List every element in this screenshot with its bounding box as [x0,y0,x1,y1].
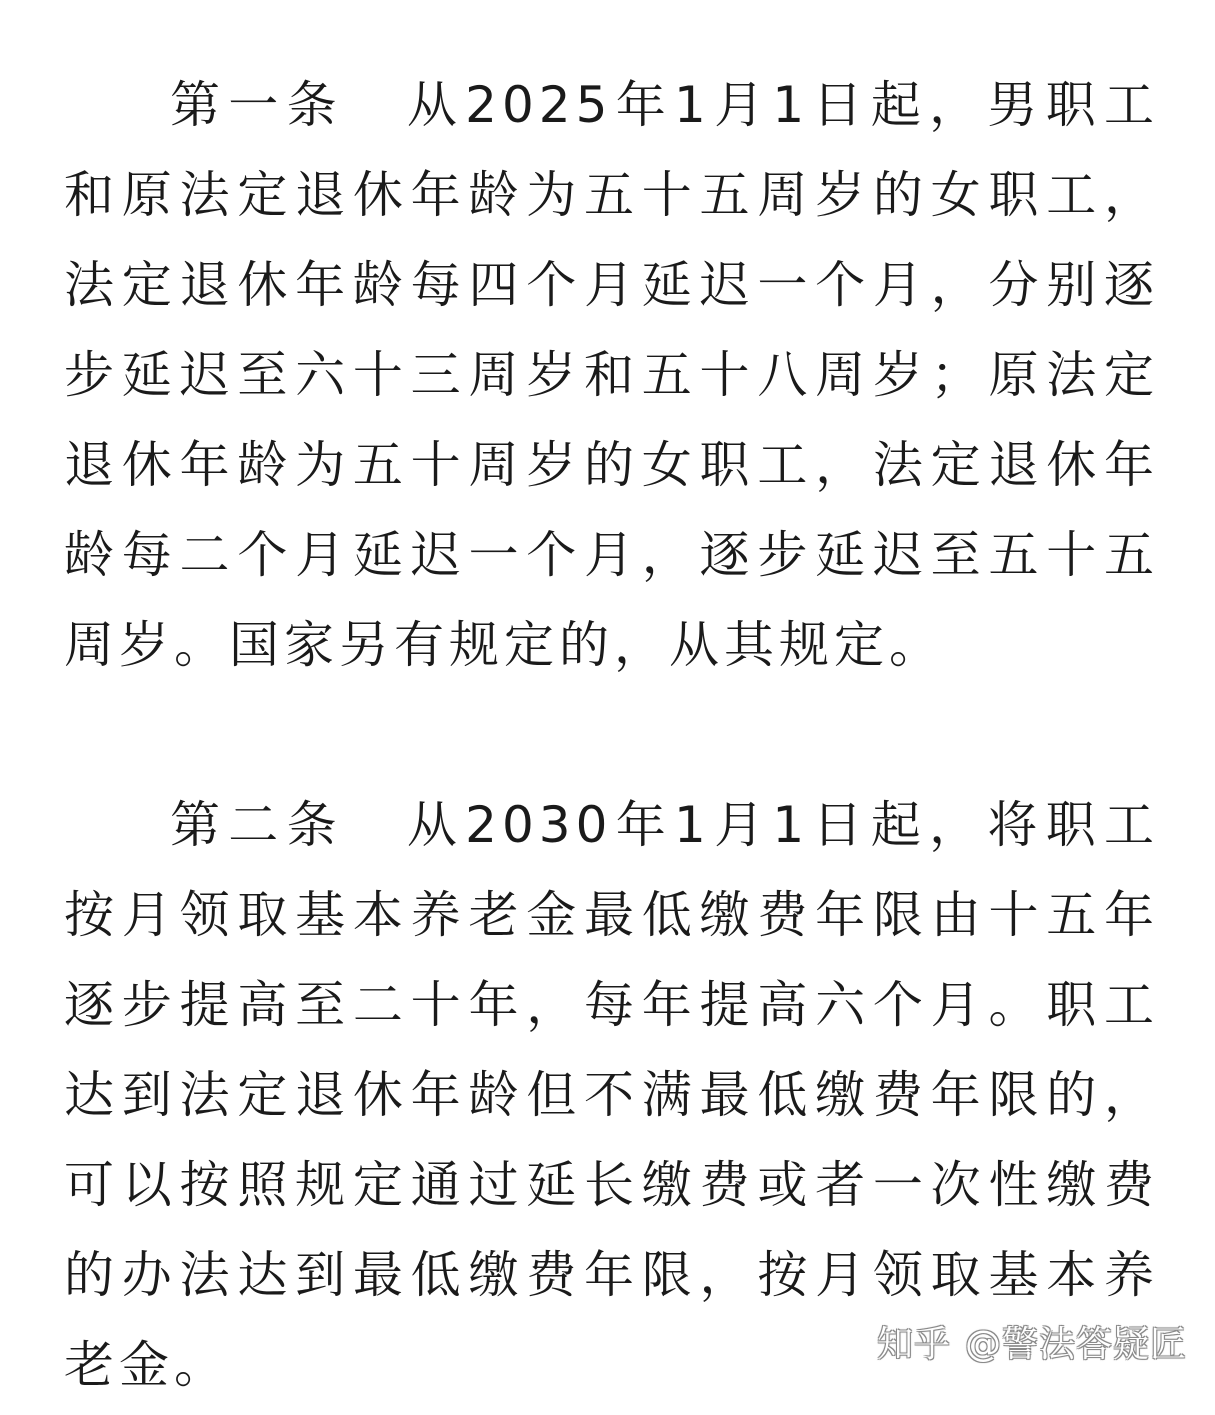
clause-label: 第二条 [170,796,345,854]
clause-body: 从2025年1月1日起，男职工和原法定退休年龄为五十五周岁的女职工，法定退休年龄每四个月延迟一个月，分别逐步延迟至六十三周岁和五十八周岁；原法定退休年龄为五十周岁的女职工，法定退休年龄每二个月延迟一个月，逐步延迟至五十五周岁。国家另有规定的，从其规定。 [64,76,1160,674]
clause-body: 从2030年1月1日起，将职工按月领取基本养老金最低缴费年限由十五年逐步提高至二十年，每年提高六个月。职工达到法定退休年龄但不满最低缴费年限的，可以按照规定通过延长缴费或者一次性缴费的办法达到最低缴费年限，按月领取基本养老金。 [64,796,1160,1394]
watermark-site: 知乎 [876,1324,951,1365]
zhihu-watermark [877,1323,1187,1367]
regulation-text [64,60,1159,1410]
clause-article-2 [64,780,1159,1410]
clause-label: 第一条 [170,76,345,134]
clause-article-1 [64,60,1159,690]
watermark-author: @警法答疑匠 [964,1324,1187,1365]
